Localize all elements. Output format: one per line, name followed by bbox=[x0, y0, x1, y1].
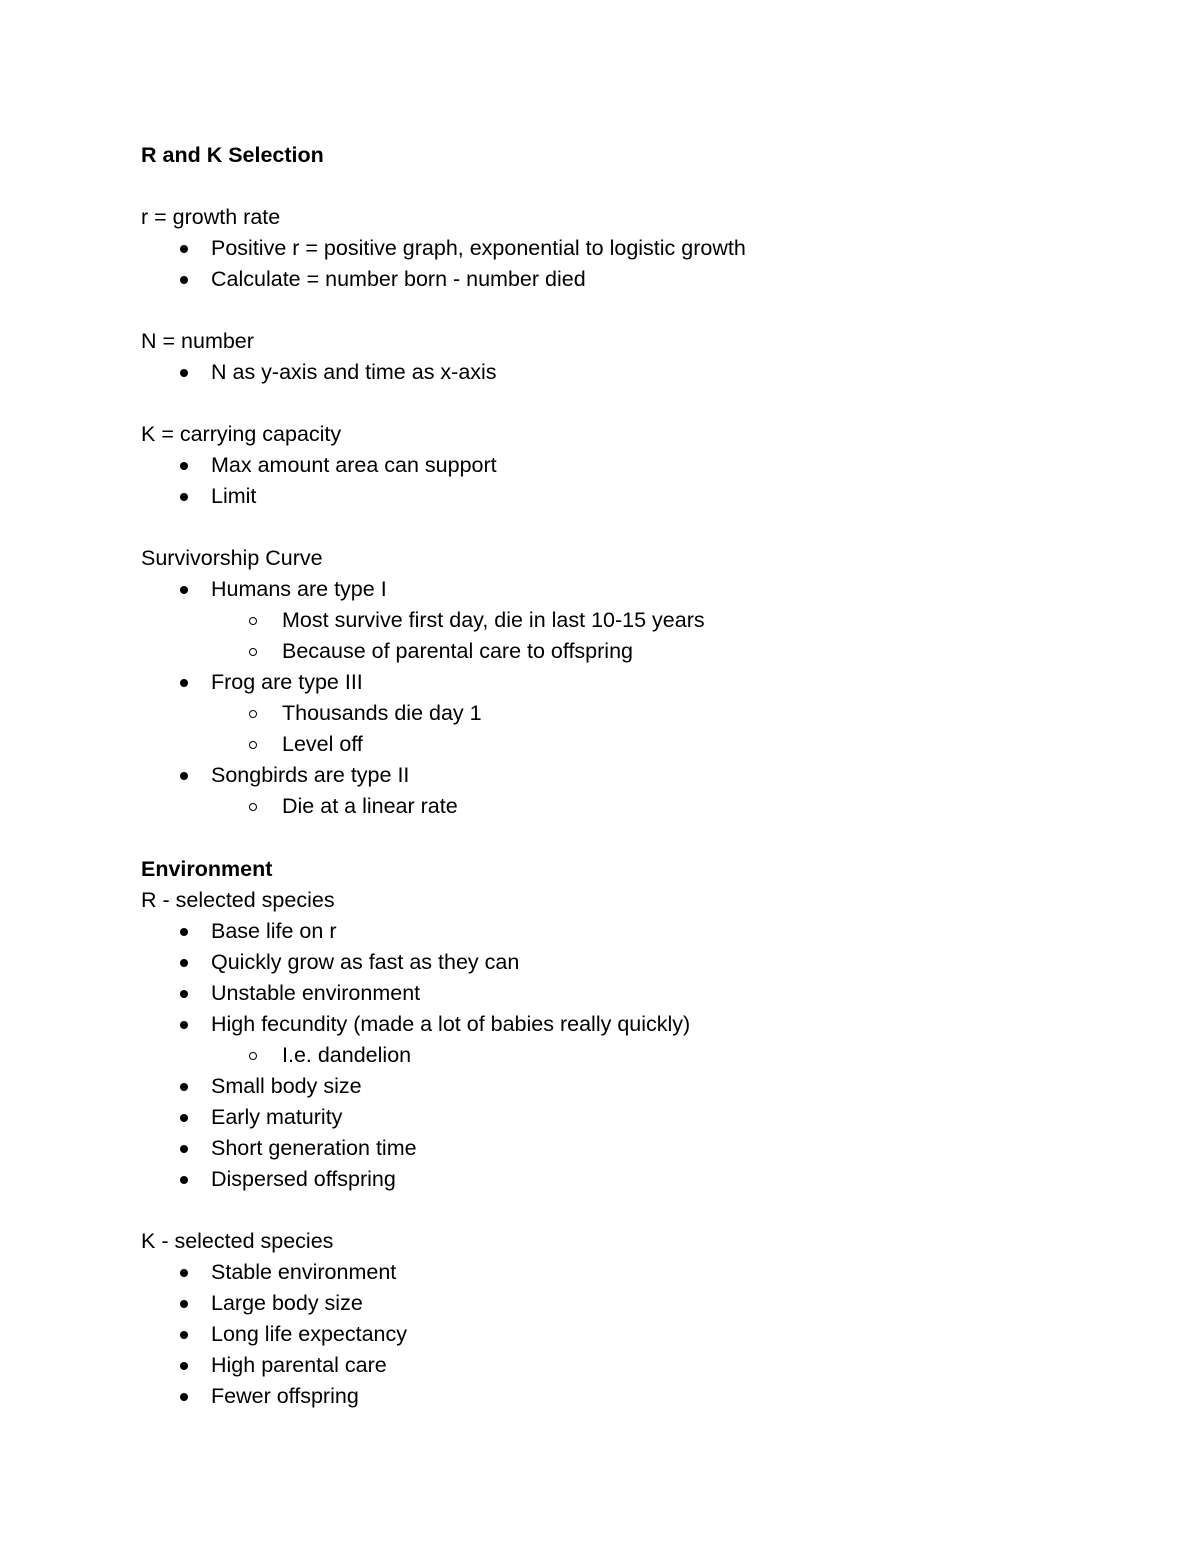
r-selected-bullet: Small body size bbox=[211, 1074, 362, 1098]
k-selected-bullet: Large body size bbox=[211, 1291, 363, 1315]
bullet-circle-icon bbox=[249, 617, 257, 625]
k-heading: K = carrying capacity bbox=[141, 422, 342, 446]
r-selected-subitem: I.e. dandelion bbox=[282, 1043, 412, 1067]
r-selected-bullet: Short generation time bbox=[211, 1136, 417, 1160]
environment-heading: Environment bbox=[141, 857, 273, 881]
bullet-dot-icon bbox=[180, 1145, 188, 1153]
survivorship-subitem: Die at a linear rate bbox=[282, 794, 458, 818]
r-bullet: Positive r = positive graph, exponential to logistic growth bbox=[211, 236, 746, 260]
k-selected-bullet: Stable environment bbox=[211, 1260, 397, 1284]
bullet-dot-icon bbox=[180, 679, 188, 687]
bullet-dot-icon bbox=[180, 369, 188, 377]
bullet-circle-icon bbox=[249, 648, 257, 656]
bullet-dot-icon bbox=[180, 1331, 188, 1339]
bullet-dot-icon bbox=[180, 772, 188, 780]
r-selected-bullet: Base life on r bbox=[211, 919, 337, 943]
bullet-dot-icon bbox=[180, 1021, 188, 1029]
survivorship-subitem: Most survive first day, die in last 10-15 years bbox=[282, 608, 705, 632]
survivorship-heading: Survivorship Curve bbox=[141, 546, 323, 570]
bullet-dot-icon bbox=[180, 1393, 188, 1401]
bullet-dot-icon bbox=[180, 462, 188, 470]
survivorship-subitem: Because of parental care to offspring bbox=[282, 639, 633, 663]
k-selected-bullet: High parental care bbox=[211, 1353, 387, 1377]
bullet-dot-icon bbox=[180, 1362, 188, 1370]
bullet-dot-icon bbox=[180, 1300, 188, 1308]
k-bullet: Limit bbox=[211, 484, 257, 508]
r-bullet: Calculate = number born - number died bbox=[211, 267, 586, 291]
survivorship-subitem: Level off bbox=[282, 732, 363, 756]
r-selected-bullet: High fecundity (made a lot of babies really quickly) bbox=[211, 1012, 691, 1036]
r-heading: r = growth rate bbox=[141, 205, 281, 229]
survivorship-item: Humans are type I bbox=[211, 577, 387, 601]
r-selected-bullet: Quickly grow as fast as they can bbox=[211, 950, 520, 974]
bullet-circle-icon bbox=[249, 1052, 257, 1060]
survivorship-item: Frog are type III bbox=[211, 670, 363, 694]
k-bullet: Max amount area can support bbox=[211, 453, 497, 477]
k-selected-bullet: Long life expectancy bbox=[211, 1322, 408, 1346]
n-bullet: N as y-axis and time as x-axis bbox=[211, 360, 497, 384]
bullet-dot-icon bbox=[180, 990, 188, 998]
bullet-circle-icon bbox=[249, 741, 257, 749]
k-selected-bullet: Fewer offspring bbox=[211, 1384, 359, 1408]
bullet-dot-icon bbox=[180, 493, 188, 501]
bullet-dot-icon bbox=[180, 1114, 188, 1122]
survivorship-item: Songbirds are type II bbox=[211, 763, 410, 787]
bullet-dot-icon bbox=[180, 1176, 188, 1184]
bullet-dot-icon bbox=[180, 959, 188, 967]
k-selected-heading: K - selected species bbox=[141, 1229, 334, 1253]
bullet-dot-icon bbox=[180, 586, 188, 594]
bullet-circle-icon bbox=[249, 803, 257, 811]
bullet-dot-icon bbox=[180, 1083, 188, 1091]
n-heading: N = number bbox=[141, 329, 254, 353]
r-selected-bullet: Dispersed offspring bbox=[211, 1167, 396, 1191]
bullet-dot-icon bbox=[180, 276, 188, 284]
document-title: R and K Selection bbox=[141, 143, 324, 167]
bullet-dot-icon bbox=[180, 928, 188, 936]
r-selected-bullet: Early maturity bbox=[211, 1105, 343, 1129]
bullet-dot-icon bbox=[180, 1269, 188, 1277]
survivorship-subitem: Thousands die day 1 bbox=[282, 701, 482, 725]
bullet-dot-icon bbox=[180, 245, 188, 253]
bullet-circle-icon bbox=[249, 710, 257, 718]
r-selected-bullet: Unstable environment bbox=[211, 981, 421, 1005]
r-selected-heading: R - selected species bbox=[141, 888, 335, 912]
